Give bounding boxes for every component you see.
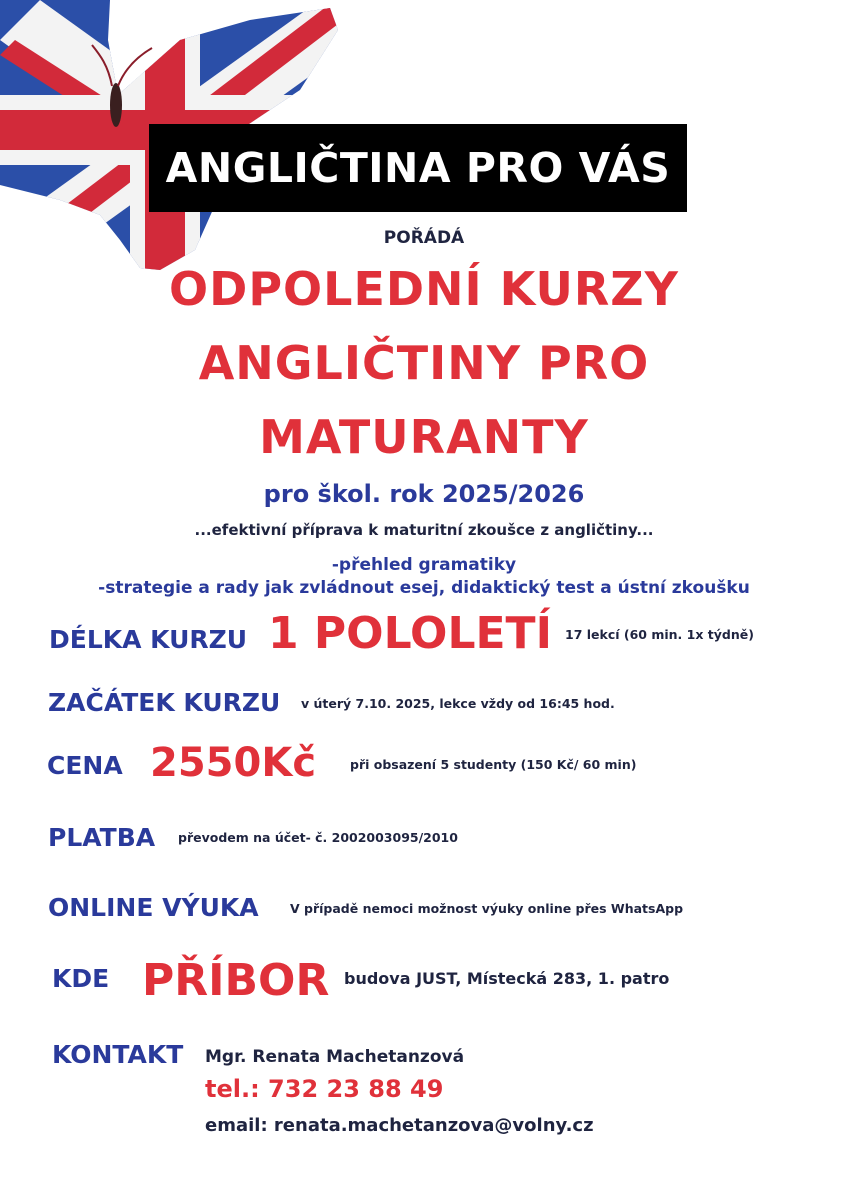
location-note: budova JUST, Místecká 283, 1. patro bbox=[344, 969, 670, 988]
headline-line-3: MATURANTY bbox=[259, 410, 589, 464]
price-label: CENA bbox=[47, 751, 123, 780]
headline-line-1: ODPOLEDNÍ KURZY bbox=[169, 262, 679, 316]
online-note: V případě nemoci možnost výuky online přes WhatsApp bbox=[290, 901, 684, 916]
subtitle: ...efektivní příprava k maturitní zkoušce z angličtiny... bbox=[194, 521, 654, 539]
location-value: PŘÍBOR bbox=[142, 955, 330, 1006]
course-length-note: 17 lekcí (60 min. 1x týdně) bbox=[565, 627, 754, 642]
price-note: při obsazení 5 studenty (150 Kč/ 60 min) bbox=[350, 757, 637, 772]
course-start-label: ZAČÁTEK KURZU bbox=[48, 688, 281, 717]
payment-label: PLATBA bbox=[48, 823, 156, 852]
organizes-label: POŘÁDÁ bbox=[383, 228, 465, 248]
school-year: pro škol. rok 2025/2026 bbox=[263, 480, 585, 508]
contact-email: email: renata.machetanzova@volny.cz bbox=[205, 1115, 594, 1136]
payment-note: převodem na účet- č. 2002003095/2010 bbox=[178, 830, 458, 845]
bullet-strategy: -strategie a rady jak zvládnout esej, didaktický test a ústní zkoušku bbox=[98, 578, 750, 598]
contact-label: KONTAKT bbox=[52, 1040, 184, 1069]
course-length-value: 1 POLOLETÍ bbox=[268, 608, 552, 659]
title-banner bbox=[149, 124, 687, 212]
contact-phone: tel.: 732 23 88 49 bbox=[205, 1075, 444, 1103]
headline-line-2: ANGLIČTINY PRO bbox=[198, 336, 650, 390]
course-length-label: DÉLKA KURZU bbox=[49, 625, 248, 654]
price-value: 2550Kč bbox=[150, 740, 317, 786]
course-start-note: v úterý 7.10. 2025, lekce vždy od 16:45 hod. bbox=[301, 696, 615, 711]
contact-name: Mgr. Renata Machetanzová bbox=[205, 1047, 465, 1067]
page-title: ANGLIČTINA PRO VÁS bbox=[165, 144, 671, 192]
online-label: ONLINE VÝUKA bbox=[48, 893, 259, 922]
location-label: KDE bbox=[52, 964, 110, 993]
bullet-grammar: -přehled gramatiky bbox=[331, 555, 517, 575]
